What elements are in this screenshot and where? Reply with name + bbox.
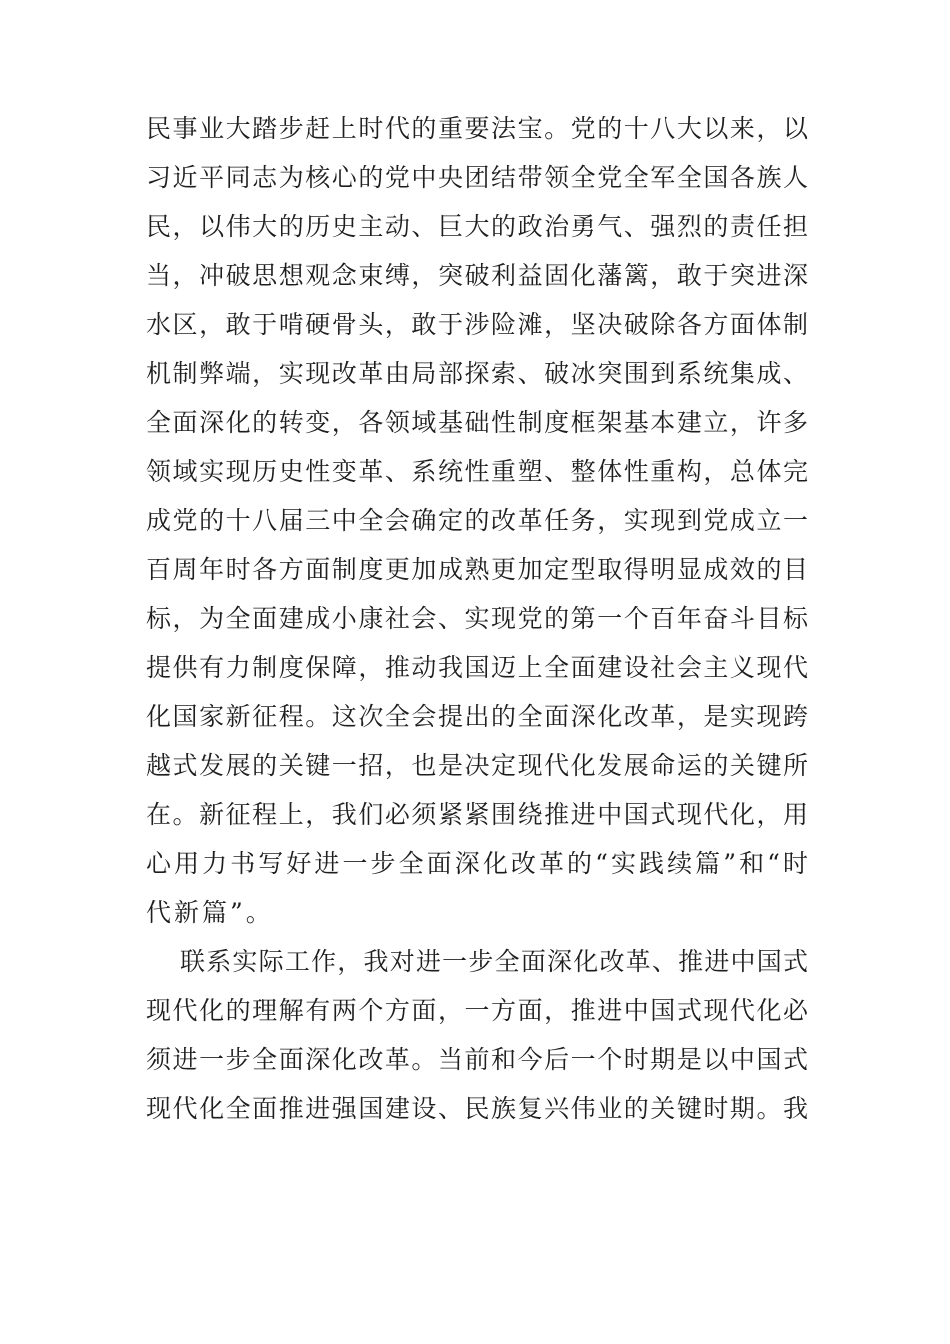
text-line: 百周年时各方面制度更加成熟更加定型取得明显成效的目 bbox=[146, 555, 808, 584]
text-line: 在。新征程上，我们必须紧紧围绕推进中国式现代化，用 bbox=[146, 800, 808, 829]
text-line: 现代化的理解有两个方面，一方面，推进中国式现代化必 bbox=[146, 996, 808, 1025]
text-line: 民事业大踏步赶上时代的重要法宝。党的十八大以来，以 bbox=[146, 114, 808, 143]
text-line: 全面深化的转变，各领域基础性制度框架基本建立，许多 bbox=[146, 408, 808, 437]
text-line: 机制弊端，实现改革由局部探索、破冰突围到系统集成、 bbox=[146, 359, 808, 388]
text-line: 须进一步全面深化改革。当前和今后一个时期是以中国式 bbox=[146, 1045, 808, 1074]
text-line: 标，为全面建成小康社会、实现党的第一个百年奋斗目标 bbox=[146, 604, 808, 633]
text-line: 提供有力制度保障，推动我国迈上全面建设社会主义现代 bbox=[146, 653, 808, 682]
text-line: 成党的十八届三中全会确定的改革任务，实现到党成立一 bbox=[146, 506, 808, 535]
text-line: 越式发展的关键一招，也是决定现代化发展命运的关键所 bbox=[146, 751, 808, 780]
paragraph-2 bbox=[146, 937, 808, 1133]
text-line: 民，以伟大的历史主动、巨大的政治勇气、强烈的责任担 bbox=[146, 212, 808, 241]
text-line: 联系实际工作，我对进一步全面深化改革、推进中国式 bbox=[180, 947, 808, 976]
text-line: 代新篇”。 bbox=[146, 898, 274, 927]
text-line: 化国家新征程。这次全会提出的全面深化改革，是实现跨 bbox=[146, 702, 808, 731]
text-line: 习近平同志为核心的党中央团结带领全党全军全国各族人 bbox=[146, 163, 808, 192]
paragraph-1 bbox=[146, 104, 808, 937]
text-line: 当，冲破思想观念束缚，突破利益固化藩篱，敢于突进深 bbox=[146, 261, 808, 290]
text-line: 水区，敢于啃硬骨头，敢于涉险滩，坚决破除各方面体制 bbox=[146, 310, 808, 339]
text-line: 心用力书写好进一步全面深化改革的“实践续篇”和“时 bbox=[146, 849, 808, 878]
text-line: 领域实现历史性变革、系统性重塑、整体性重构，总体完 bbox=[146, 457, 808, 486]
body-text bbox=[146, 104, 808, 1133]
text-line: 现代化全面推进强国建设、民族复兴伟业的关键时期。我 bbox=[146, 1094, 808, 1123]
